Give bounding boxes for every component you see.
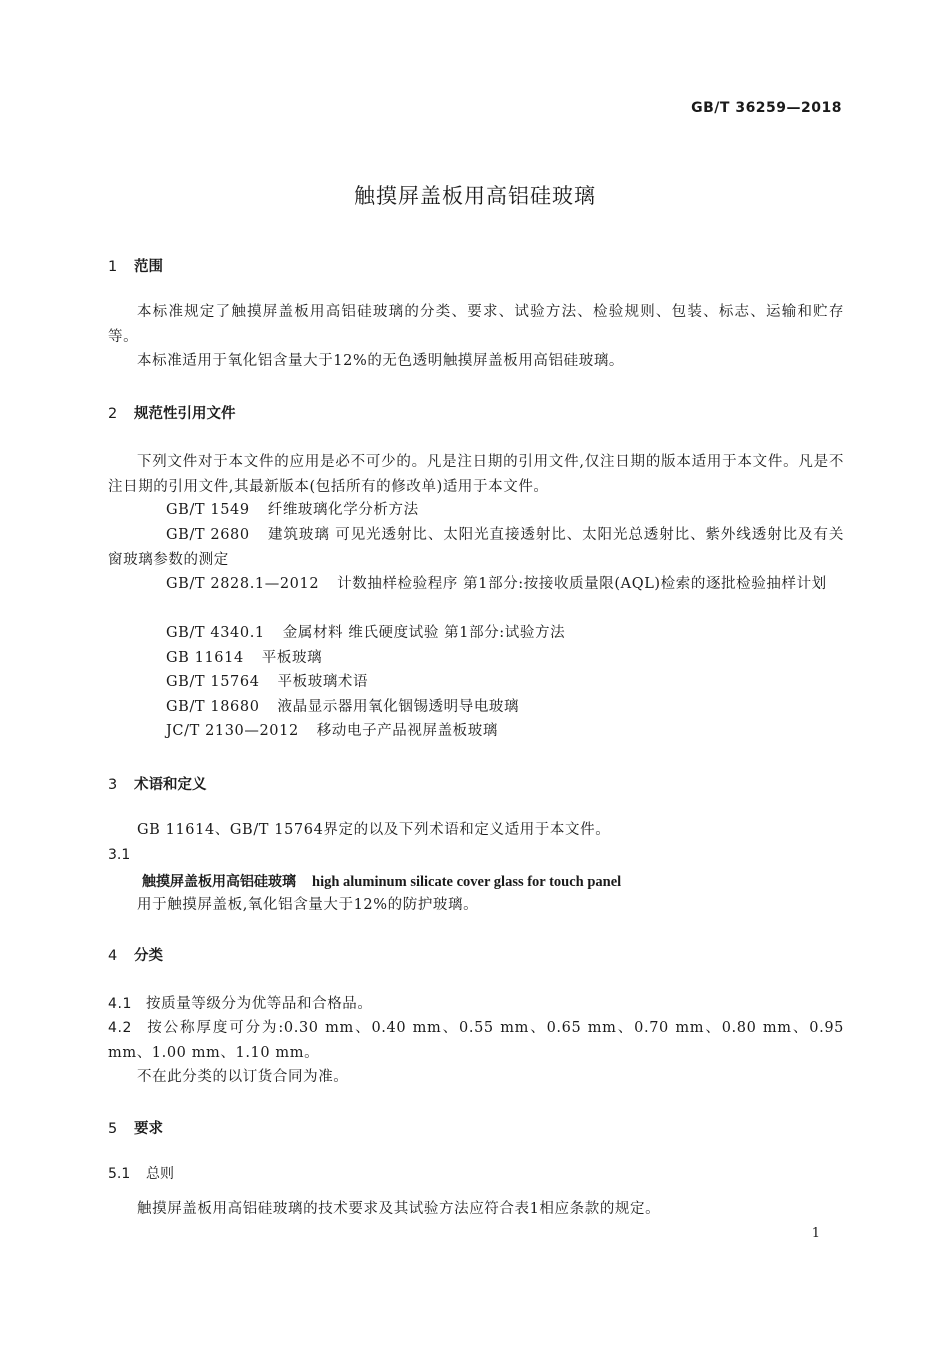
clause-4-1-text: 按质量等级分为优等品和合格品。 — [146, 996, 373, 1012]
section-2-intro: 下列文件对于本文件的应用是必不可少的。凡是注日期的引用文件,仅注日期的版本适用于本文件。凡是不注日期的引用文件,其最新版本(包括所有的修改单)适用于本文件。 — [108, 454, 844, 495]
reference-code: GB/T 15764 — [166, 674, 260, 690]
reference-title: 金属材料 维氏硬度试验 第1部分:试验方法 — [282, 625, 566, 641]
reference-item — [108, 621, 844, 646]
section-5-heading — [108, 1117, 163, 1138]
section-5-title: 要求 — [134, 1121, 163, 1137]
clause-5-1-title: 总则 — [146, 1166, 174, 1182]
reference-item — [108, 498, 844, 523]
document-title: 触摸屏盖板用高铝硅玻璃 — [354, 184, 596, 208]
reference-item — [108, 572, 844, 597]
clause-4-1-number: 4.1 — [108, 996, 133, 1012]
reference-code: GB/T 2680 — [166, 527, 250, 543]
reference-code: JC/T 2130—2012 — [166, 723, 299, 739]
reference-code: GB/T 18680 — [166, 699, 260, 715]
clause-4-2-number: 4.2 — [108, 1020, 133, 1036]
section-2-number: 2 — [108, 406, 118, 422]
reference-title: 平板玻璃术语 — [277, 674, 369, 690]
reference-title: 平板玻璃 — [261, 650, 323, 666]
reference-title: 建筑玻璃 可见光透射比、太阳光直接透射比、太阳光总透射比、紫外线透射比及有关窗玻璃参数的测定 — [108, 527, 844, 568]
reference-code: GB 11614 — [166, 650, 244, 666]
section-3-intro: GB 11614、GB/T 15764界定的以及下列术语和定义适用于本文件。 — [137, 822, 611, 838]
term-heading — [142, 871, 621, 891]
reference-item — [108, 719, 844, 744]
section-3-heading — [108, 773, 207, 794]
clause-5-1-number: 5.1 — [108, 1166, 131, 1182]
term-definition: 用于触摸屏盖板,氧化铝含量大于12%的防护玻璃。 — [137, 897, 479, 913]
section-3-title: 术语和定义 — [134, 777, 207, 793]
clause-4-2-text: 按公称厚度可分为:0.30 mm、0.40 mm、0.55 mm、0.65 mm、0.70 mm、0.80 mm、0.95 mm、1.00 mm、1.10 mm。 — [108, 1020, 844, 1061]
reference-title: 液晶显示器用氧化铟锡透明导电玻璃 — [277, 699, 520, 715]
reference-item — [108, 523, 844, 572]
section-3-number: 3 — [108, 777, 118, 793]
section-1-number: 1 — [108, 259, 118, 275]
reference-code: GB/T 4340.1 — [166, 625, 265, 641]
section-4-number: 4 — [108, 948, 118, 964]
section-2-heading — [108, 402, 236, 423]
section-2-title: 规范性引用文件 — [134, 406, 236, 422]
section-1-title: 范围 — [134, 259, 163, 275]
section-1-paragraph-2: 本标准适用于氧化铝含量大于12%的无色透明触摸屏盖板用高铝硅玻璃。 — [137, 353, 625, 369]
section-4-title: 分类 — [134, 948, 163, 964]
clause-4-2 — [108, 1016, 844, 1065]
term-english: high aluminum silicate cover glass for touch panel — [312, 874, 622, 890]
standard-number: GB/T 36259—2018 — [691, 100, 842, 116]
section-4-heading — [108, 944, 163, 965]
section-1-paragraph-1: 本标准规定了触摸屏盖板用高铝硅玻璃的分类、要求、试验方法、检验规则、包装、标志、运输和贮存等。 — [108, 304, 844, 345]
reference-code: GB/T 2828.1—2012 — [166, 576, 320, 592]
section-1-heading — [108, 255, 163, 276]
reference-title: 纤维玻璃化学分析方法 — [267, 502, 419, 518]
section-5-number: 5 — [108, 1121, 118, 1137]
page-number: 1 — [811, 1226, 820, 1241]
term-chinese: 触摸屏盖板用高铝硅玻璃 — [142, 874, 296, 890]
term-number: 3.1 — [108, 847, 131, 863]
reference-title: 移动电子产品视屏盖板玻璃 — [316, 723, 498, 739]
reference-title: 计数抽样检验程序 第1部分:按接收质量限(AQL)检索的逐批检验抽样计划 — [337, 576, 827, 592]
reference-item — [108, 646, 844, 671]
clause-4-note: 不在此分类的以订货合同为准。 — [137, 1069, 349, 1085]
reference-code: GB/T 1549 — [166, 502, 250, 518]
clause-5-1-text: 触摸屏盖板用高铝硅玻璃的技术要求及其试验方法应符合表1相应条款的规定。 — [137, 1201, 661, 1217]
clause-4-1 — [108, 992, 373, 1013]
reference-item — [108, 695, 844, 720]
clause-5-1-heading — [108, 1163, 174, 1183]
reference-item — [108, 670, 844, 695]
